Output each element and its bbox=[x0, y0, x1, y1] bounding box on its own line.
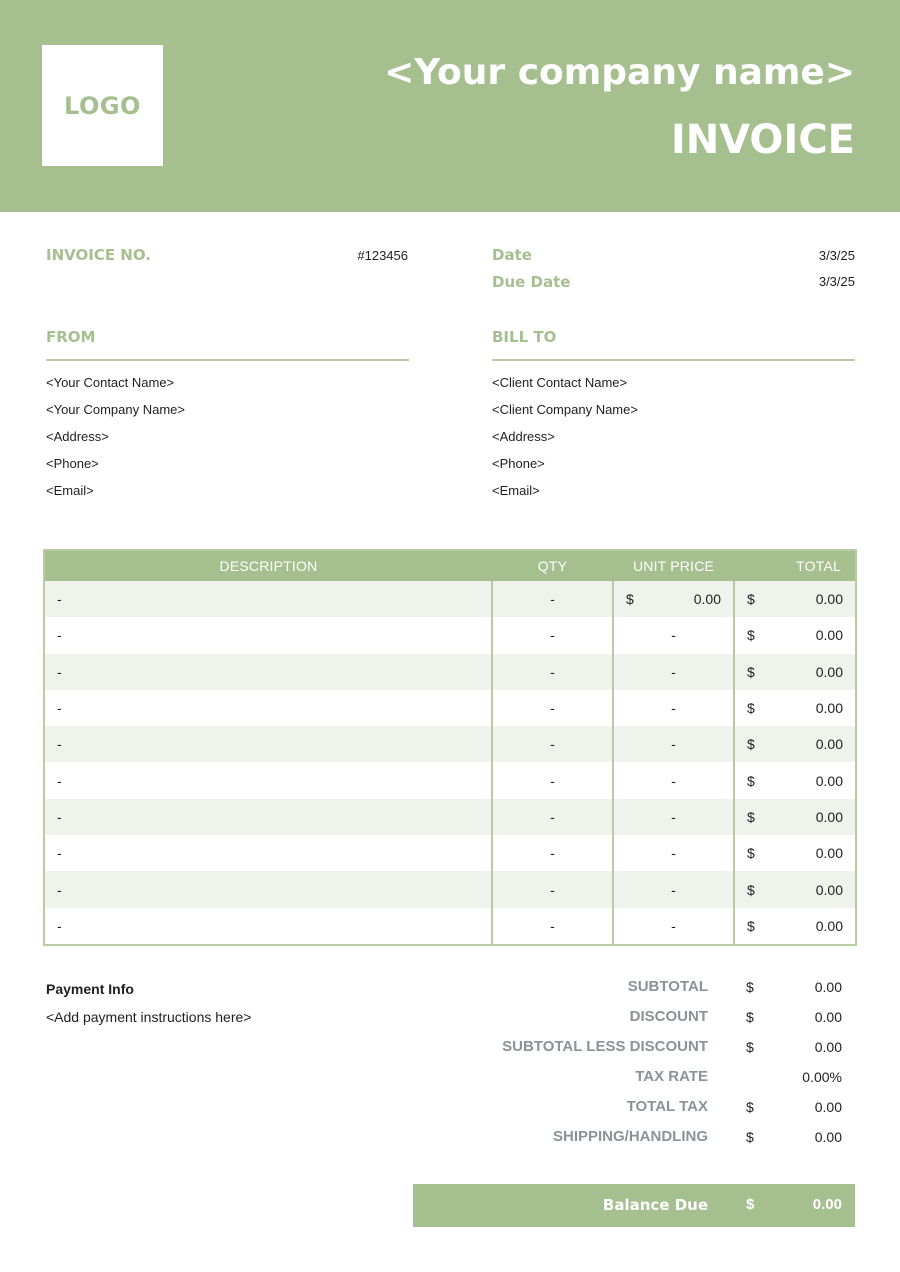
table-row bbox=[44, 617, 856, 653]
item-description[interactable]: - bbox=[57, 772, 62, 789]
item-unit-price: - bbox=[671, 736, 676, 753]
table-row bbox=[44, 581, 856, 617]
item-total-currency: $ bbox=[747, 736, 755, 753]
item-description[interactable]: - bbox=[44, 871, 492, 907]
item-total-currency: $ bbox=[747, 917, 755, 934]
item-qty[interactable]: - bbox=[492, 617, 613, 653]
item-qty[interactable]: - bbox=[492, 654, 613, 690]
bill-to-contact-name: <Client Contact Name> bbox=[492, 375, 628, 390]
from-email: <Email> bbox=[46, 483, 94, 498]
item-total-cell bbox=[734, 762, 856, 798]
item-unit-price: - bbox=[671, 808, 676, 825]
column-header-qty: QTY bbox=[492, 550, 613, 581]
item-total-currency: $ bbox=[747, 808, 755, 825]
item-qty[interactable]: - bbox=[492, 690, 613, 726]
item-total-cell bbox=[734, 835, 856, 871]
line-items-table bbox=[43, 549, 857, 946]
item-unit-price-cell[interactable] bbox=[613, 726, 734, 762]
item-qty[interactable]: - bbox=[492, 762, 613, 798]
column-header-description: DESCRIPTION bbox=[44, 550, 492, 581]
invoice-no-label: INVOICE NO. bbox=[46, 246, 151, 264]
from-contact-name: <Your Contact Name> bbox=[46, 375, 175, 390]
table-row bbox=[44, 835, 856, 871]
item-total-currency: $ bbox=[747, 663, 755, 680]
bill-to-email: <Email> bbox=[492, 483, 540, 498]
subtotal-value: 0.00 bbox=[814, 979, 842, 995]
column-header-total: TOTAL bbox=[734, 550, 856, 581]
due-date-label: Due Date bbox=[492, 273, 571, 291]
item-total: 0.00 bbox=[815, 591, 843, 608]
bill-to-company-name: <Client Company Name> bbox=[492, 402, 638, 417]
table-row bbox=[44, 908, 856, 945]
company-name: <Your company name> bbox=[384, 52, 855, 93]
shipping-handling-value: 0.00 bbox=[814, 1129, 842, 1145]
item-unit-price-cell[interactable] bbox=[613, 581, 734, 617]
item-unit-price-cell[interactable] bbox=[613, 654, 734, 690]
table-row bbox=[44, 726, 856, 762]
item-unit-price: - bbox=[671, 700, 676, 717]
balance-due-value: 0.00 bbox=[812, 1196, 842, 1213]
item-total-cell bbox=[734, 690, 856, 726]
from-label: FROM bbox=[46, 328, 96, 346]
invoice-title: INVOICE bbox=[670, 117, 855, 163]
item-qty[interactable]: - bbox=[492, 871, 613, 907]
column-header-unit-price: UNIT PRICE bbox=[613, 550, 734, 581]
item-description[interactable]: - bbox=[44, 726, 492, 762]
total-tax-value: 0.00 bbox=[814, 1099, 842, 1115]
item-unit-price-cell[interactable] bbox=[613, 871, 734, 907]
item-unit-price: - bbox=[671, 627, 676, 644]
item-total-cell bbox=[734, 617, 856, 653]
from-address: <Address> bbox=[46, 429, 109, 444]
discount-currency: $ bbox=[746, 1009, 754, 1025]
due-date-value: 3/3/25 bbox=[818, 274, 855, 289]
item-unit-price: - bbox=[671, 845, 676, 862]
item-total: 0.00 bbox=[815, 736, 843, 753]
item-unit-currency: $ bbox=[626, 591, 634, 608]
item-total: 0.00 bbox=[815, 845, 843, 862]
item-description[interactable]: - bbox=[44, 581, 492, 617]
from-divider bbox=[46, 359, 409, 361]
bill-to-phone: <Phone> bbox=[492, 456, 545, 471]
item-unit-price-cell[interactable] bbox=[613, 762, 734, 798]
item-description[interactable]: - bbox=[44, 654, 492, 690]
item-unit-price-cell[interactable] bbox=[613, 835, 734, 871]
item-unit-price-cell[interactable] bbox=[613, 799, 734, 835]
item-total: 0.00 bbox=[815, 881, 843, 898]
item-description[interactable]: - bbox=[57, 917, 62, 934]
item-total: 0.00 bbox=[815, 663, 843, 680]
item-total: 0.00 bbox=[815, 700, 843, 717]
tax-rate-value: 0.00% bbox=[802, 1069, 842, 1085]
table-header-row bbox=[44, 550, 856, 581]
payment-info-title: Payment Info bbox=[46, 981, 134, 997]
logo-placeholder bbox=[42, 45, 163, 166]
item-qty[interactable]: - bbox=[492, 581, 613, 617]
bill-to-address: <Address> bbox=[492, 429, 555, 444]
discount-value: 0.00 bbox=[814, 1009, 842, 1025]
line-items-body bbox=[44, 581, 856, 945]
item-unit-price-cell[interactable] bbox=[613, 908, 734, 945]
table-row bbox=[44, 654, 856, 690]
item-total-cell bbox=[734, 908, 856, 945]
item-total-cell bbox=[734, 581, 856, 617]
item-unit-price: - bbox=[671, 772, 676, 789]
table-row bbox=[44, 690, 856, 726]
item-description[interactable]: - bbox=[44, 799, 492, 835]
shipping-handling-label: SHIPPING/HANDLING bbox=[552, 1128, 708, 1145]
total-tax-label: TOTAL TAX bbox=[626, 1098, 708, 1115]
subtotal-label: SUBTOTAL bbox=[627, 978, 708, 995]
item-total-currency: $ bbox=[747, 772, 755, 789]
table-row bbox=[44, 762, 856, 798]
item-total-currency: $ bbox=[747, 591, 755, 608]
item-total-currency: $ bbox=[747, 700, 755, 717]
total-tax-currency: $ bbox=[746, 1099, 754, 1115]
item-qty[interactable]: - bbox=[492, 835, 613, 871]
shipping-handling-currency: $ bbox=[746, 1129, 754, 1145]
item-total: 0.00 bbox=[815, 627, 843, 644]
from-company-name: <Your Company Name> bbox=[46, 402, 185, 417]
tax-rate-label: TAX RATE bbox=[635, 1068, 708, 1085]
item-total: 0.00 bbox=[815, 808, 843, 825]
item-qty[interactable]: - bbox=[492, 908, 613, 945]
subtotal-currency: $ bbox=[746, 979, 754, 995]
item-total-cell bbox=[734, 799, 856, 835]
item-total-cell bbox=[734, 726, 856, 762]
from-phone: <Phone> bbox=[46, 456, 99, 471]
payment-instructions: <Add payment instructions here> bbox=[46, 1009, 252, 1025]
item-total-cell bbox=[734, 871, 856, 907]
date-label: Date bbox=[492, 246, 532, 264]
item-unit-price: - bbox=[671, 917, 676, 934]
item-total-currency: $ bbox=[747, 845, 755, 862]
item-unit-price-cell[interactable] bbox=[613, 617, 734, 653]
balance-due-currency: $ bbox=[746, 1196, 755, 1213]
table-row bbox=[44, 799, 856, 835]
item-description[interactable]: - bbox=[57, 700, 62, 717]
item-description[interactable]: - bbox=[57, 627, 62, 644]
invoice-no-value: #123456 bbox=[357, 248, 408, 263]
item-total: 0.00 bbox=[815, 772, 843, 789]
subtotal-less-discount-label: SUBTOTAL LESS DISCOUNT bbox=[502, 1038, 708, 1055]
subtotal-less-discount-currency: $ bbox=[746, 1039, 754, 1055]
balance-due-label: Balance Due bbox=[602, 1196, 708, 1214]
logo-text: LOGO bbox=[64, 91, 141, 120]
subtotal-less-discount-value: 0.00 bbox=[814, 1039, 842, 1055]
item-qty[interactable]: - bbox=[492, 726, 613, 762]
item-unit-price: 0.00 bbox=[693, 591, 721, 608]
discount-label: DISCOUNT bbox=[629, 1008, 708, 1025]
bill-to-divider bbox=[492, 359, 855, 361]
item-total-currency: $ bbox=[747, 881, 755, 898]
bill-to-label: BILL TO bbox=[492, 328, 557, 346]
item-unit-price-cell[interactable] bbox=[613, 690, 734, 726]
item-total-currency: $ bbox=[747, 627, 755, 644]
item-total-cell bbox=[734, 654, 856, 690]
date-value: 3/3/25 bbox=[818, 248, 855, 263]
table-row bbox=[44, 871, 856, 907]
item-qty[interactable]: - bbox=[492, 799, 613, 835]
item-unit-price: - bbox=[671, 881, 676, 898]
item-unit-price: - bbox=[671, 663, 676, 680]
item-total: 0.00 bbox=[815, 917, 843, 934]
item-description[interactable]: - bbox=[57, 845, 62, 862]
